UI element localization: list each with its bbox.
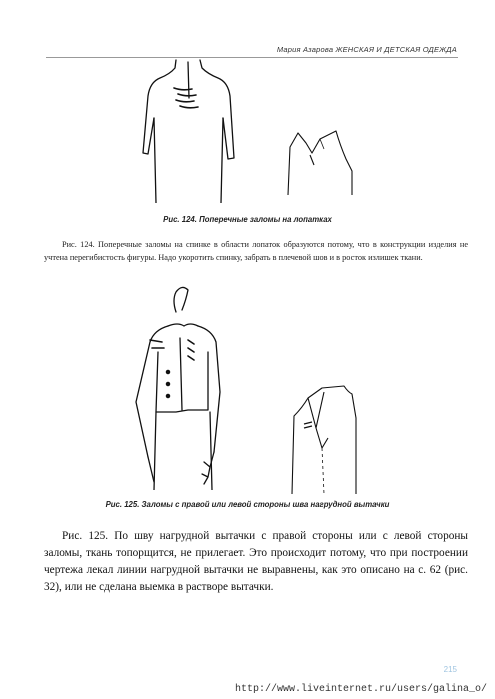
paragraph-fig-124: Рис. 124. Поперечные заломы на спинке в области лопаток образуются потому, что в конструкции изделия не учтена перегибистость фигуры. Надо укоротить спинку, забрать в плечевой шов и в росток излишек ткани.: [44, 240, 468, 262]
figure-125-pattern-piece: [282, 378, 372, 496]
paragraph-fig-125: Рис. 125. По шву нагрудной вытачки с правой стороны или с левой стороны заломы, ткань топорщится, не прилегает. Это происходит потому, что при построении чертежа лекал линии нагрудной вытачки не выравнены, как это описано на с. 62 (рис. 32), или не сделана выемка в растворе вытачки.: [44, 530, 468, 593]
figure-124-pattern-piece: [280, 125, 360, 200]
footer-url-link[interactable]: http://www.liveinternet.ru/users/galina_o/: [234, 684, 487, 695]
figure-124-caption: Рис. 124. Поперечные заломы на лопатках: [163, 215, 332, 224]
figure-124-dress-back-drawing: [140, 58, 240, 203]
figure-125-jacket-front-drawing: [128, 282, 240, 490]
running-header: Мария Азарова ЖЕНСКАЯ И ДЕТСКАЯ ОДЕЖДА: [276, 45, 457, 54]
figure-125-caption: Рис. 125. Заломы с правой или левой стороны шва нагрудной вытачки: [105, 500, 390, 509]
header-divider: [46, 57, 458, 58]
page-number: 215: [443, 665, 457, 674]
